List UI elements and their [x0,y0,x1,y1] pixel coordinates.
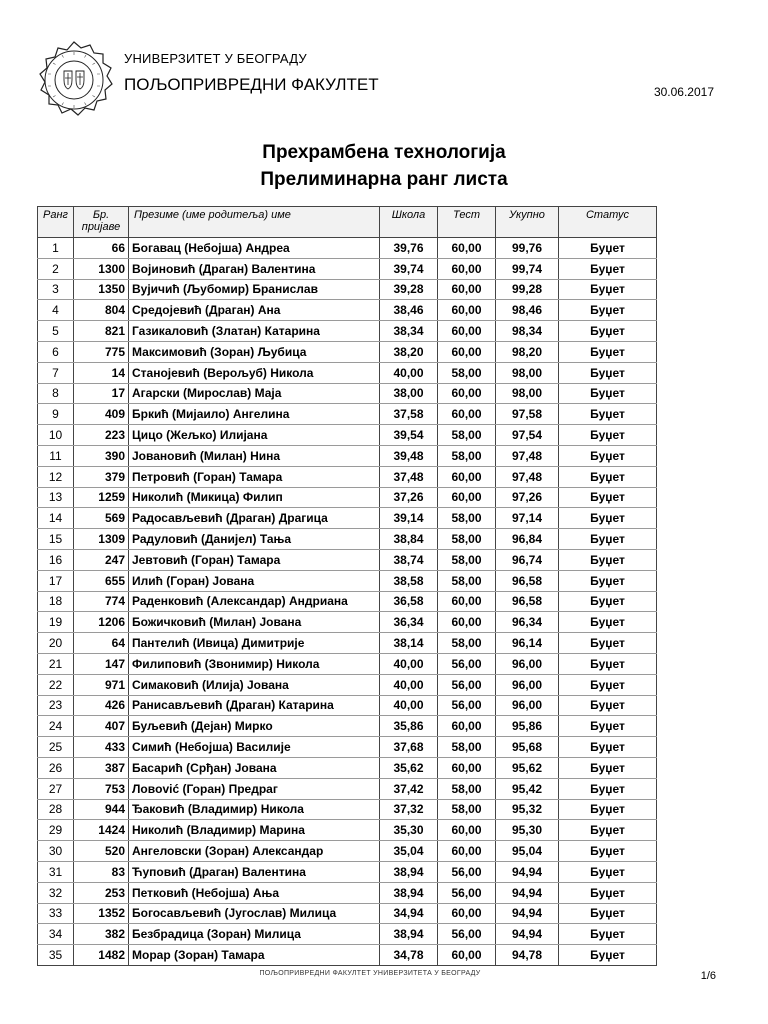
table-row [38,945,657,966]
total-score-cell: 94,78 [496,945,559,966]
school-score-cell: 39,74 [380,258,438,279]
name-cell: Пантелић (Ивица) Димитрије [129,633,380,654]
status-cell: Буџет [559,820,657,841]
school-score-cell: 35,30 [380,820,438,841]
application-no-cell: 390 [74,445,129,466]
total-score-cell: 95,42 [496,778,559,799]
total-score-cell: 97,48 [496,466,559,487]
application-no-cell: 1350 [74,279,129,300]
table-row [38,549,657,570]
name-cell: Ћуповић (Драган) Валентина [129,861,380,882]
name-cell: Агарски (Мирослав) Маја [129,383,380,404]
table-row [38,861,657,882]
application-no-cell: 409 [74,404,129,425]
school-score-cell: 40,00 [380,362,438,383]
ranking-table [37,206,657,966]
rank-cell: 1 [38,238,74,259]
school-score-cell: 39,54 [380,425,438,446]
table-row [38,924,657,945]
test-score-cell: 58,00 [438,529,496,550]
school-score-cell: 35,62 [380,757,438,778]
test-score-cell: 58,00 [438,549,496,570]
test-score-cell: 60,00 [438,466,496,487]
table-row [38,529,657,550]
table-row [38,383,657,404]
rank-cell: 7 [38,362,74,383]
status-cell: Буџет [559,466,657,487]
table-row [38,466,657,487]
total-score-cell: 94,94 [496,924,559,945]
school-score-cell: 39,48 [380,445,438,466]
application-no-cell: 14 [74,362,129,383]
table-row [38,882,657,903]
school-score-cell: 38,94 [380,882,438,903]
school-score-cell: 34,78 [380,945,438,966]
status-cell: Буџет [559,508,657,529]
status-cell: Буџет [559,362,657,383]
application-no-cell: 1206 [74,612,129,633]
school-score-cell: 37,26 [380,487,438,508]
name-cell: Морар (Зоран) Тамара [129,945,380,966]
total-score-cell: 94,94 [496,903,559,924]
status-cell: Буџет [559,549,657,570]
rank-cell: 16 [38,549,74,570]
rank-cell: 14 [38,508,74,529]
total-score-cell: 97,54 [496,425,559,446]
total-score-cell: 98,46 [496,300,559,321]
rank-cell: 8 [38,383,74,404]
application-no-cell: 1352 [74,903,129,924]
rank-cell: 9 [38,404,74,425]
status-cell: Буџет [559,924,657,945]
name-cell: Ђаковић (Владимир) Никола [129,799,380,820]
school-score-cell: 36,58 [380,591,438,612]
rank-cell: 17 [38,570,74,591]
test-score-cell: 60,00 [438,612,496,633]
total-score-cell: 96,00 [496,653,559,674]
rank-cell: 35 [38,945,74,966]
application-no-cell: 147 [74,653,129,674]
total-score-cell: 95,68 [496,737,559,758]
total-score-cell: 97,48 [496,445,559,466]
application-no-cell: 1482 [74,945,129,966]
table-row [38,300,657,321]
status-cell: Буџет [559,757,657,778]
test-score-cell: 58,00 [438,425,496,446]
test-score-cell: 60,00 [438,841,496,862]
rank-cell: 15 [38,529,74,550]
test-score-cell: 56,00 [438,882,496,903]
rank-cell: 4 [38,300,74,321]
total-score-cell: 97,26 [496,487,559,508]
col-header-total: Укупно [496,207,559,238]
total-score-cell: 95,86 [496,716,559,737]
table-row [38,633,657,654]
program-title: Прехрамбена технологија [262,142,506,163]
application-no-cell: 971 [74,674,129,695]
table-body [38,238,657,966]
rank-cell: 22 [38,674,74,695]
rank-cell: 11 [38,445,74,466]
name-cell: Раденковић (Александар) Андриана [129,591,380,612]
total-score-cell: 96,34 [496,612,559,633]
total-score-cell: 97,14 [496,508,559,529]
table-row [38,404,657,425]
school-score-cell: 37,48 [380,466,438,487]
name-cell: Буљевић (Дејан) Мирко [129,716,380,737]
total-score-cell: 96,58 [496,591,559,612]
col-header-test: Тест [438,207,496,238]
table-row [38,653,657,674]
list-title: Прелиминарна ранг листа [260,169,508,190]
test-score-cell: 56,00 [438,695,496,716]
status-cell: Буџет [559,570,657,591]
status-cell: Буџет [559,238,657,259]
test-score-cell: 60,00 [438,820,496,841]
status-cell: Буџет [559,445,657,466]
application-no-cell: 775 [74,341,129,362]
col-header-rank: Ранг [38,207,74,238]
total-score-cell: 98,20 [496,341,559,362]
name-cell: Радосављевић (Драган) Драгица [129,508,380,529]
col-header-status: Статус [559,207,657,238]
status-cell: Буџет [559,591,657,612]
status-cell: Буџет [559,258,657,279]
total-score-cell: 96,84 [496,529,559,550]
application-no-cell: 753 [74,778,129,799]
application-no-cell: 1300 [74,258,129,279]
application-no-cell: 66 [74,238,129,259]
test-score-cell: 58,00 [438,362,496,383]
table-row [38,487,657,508]
school-score-cell: 40,00 [380,695,438,716]
total-score-cell: 96,14 [496,633,559,654]
test-score-cell: 58,00 [438,799,496,820]
name-cell: Бркић (Мијаило) Ангелина [129,404,380,425]
rank-cell: 24 [38,716,74,737]
status-cell: Буџет [559,612,657,633]
school-score-cell: 38,94 [380,924,438,945]
test-score-cell: 56,00 [438,924,496,945]
col-header-application-no: Бр. пријаве [74,207,129,238]
school-score-cell: 38,20 [380,341,438,362]
rank-cell: 33 [38,903,74,924]
status-cell: Буџет [559,383,657,404]
rank-cell: 10 [38,425,74,446]
status-cell: Буџет [559,778,657,799]
page-number: 1/6 [700,970,716,982]
name-cell: Максимовић (Зоран) Љубица [129,341,380,362]
test-score-cell: 60,00 [438,300,496,321]
application-no-cell: 64 [74,633,129,654]
school-score-cell: 38,14 [380,633,438,654]
total-score-cell: 95,62 [496,757,559,778]
application-no-cell: 379 [74,466,129,487]
name-cell: Петровић (Горан) Тамара [129,466,380,487]
name-cell: Цицо (Жељко) Илијана [129,425,380,446]
faculty-name: ПОЉОПРИВРЕДНИ ФАКУЛТЕТ [124,75,379,94]
test-score-cell: 60,00 [438,945,496,966]
test-score-cell: 60,00 [438,591,496,612]
status-cell: Буџет [559,841,657,862]
rank-cell: 28 [38,799,74,820]
rank-cell: 21 [38,653,74,674]
school-score-cell: 37,42 [380,778,438,799]
status-cell: Буџет [559,633,657,654]
school-score-cell: 38,58 [380,570,438,591]
name-cell: Богосављевић (Југослав) Милица [129,903,380,924]
test-score-cell: 58,00 [438,737,496,758]
application-no-cell: 247 [74,549,129,570]
document-date: 30.06.2017 [653,85,714,99]
school-score-cell: 35,86 [380,716,438,737]
test-score-cell: 58,00 [438,445,496,466]
table-row [38,674,657,695]
rank-cell: 12 [38,466,74,487]
name-cell: Петковић (Небојша) Ања [129,882,380,903]
total-score-cell: 94,94 [496,882,559,903]
name-cell: Ловović (Горан) Предраг [129,778,380,799]
table-row [38,508,657,529]
test-score-cell: 56,00 [438,861,496,882]
col-header-name: Презиме (име родитеља) име [129,207,380,238]
rank-cell: 29 [38,820,74,841]
application-no-cell: 944 [74,799,129,820]
school-score-cell: 39,14 [380,508,438,529]
school-score-cell: 38,84 [380,529,438,550]
application-no-cell: 1424 [74,820,129,841]
test-score-cell: 58,00 [438,508,496,529]
status-cell: Буџет [559,425,657,446]
test-score-cell: 60,00 [438,238,496,259]
name-cell: Јовановић (Милан) Нина [129,445,380,466]
rank-cell: 23 [38,695,74,716]
application-no-cell: 433 [74,737,129,758]
total-score-cell: 96,00 [496,674,559,695]
rank-cell: 5 [38,321,74,342]
application-no-cell: 387 [74,757,129,778]
table-row [38,570,657,591]
total-score-cell: 97,58 [496,404,559,425]
status-cell: Буџет [559,945,657,966]
rank-cell: 26 [38,757,74,778]
test-score-cell: 60,00 [438,341,496,362]
table-row [38,425,657,446]
application-no-cell: 426 [74,695,129,716]
test-score-cell: 58,00 [438,570,496,591]
rank-cell: 2 [38,258,74,279]
footer-text: ПОЉОПРИВРЕДНИ ФАКУЛТЕТ УНИВЕРЗИТЕТА У БЕОГРАДУ [259,970,481,977]
name-cell: Богавац (Небојша) Андреа [129,238,380,259]
school-score-cell: 38,34 [380,321,438,342]
test-score-cell: 60,00 [438,279,496,300]
school-score-cell: 39,28 [380,279,438,300]
table-row [38,778,657,799]
status-cell: Буџет [559,300,657,321]
table-row [38,591,657,612]
application-no-cell: 1309 [74,529,129,550]
school-score-cell: 38,46 [380,300,438,321]
table-row [38,799,657,820]
table-row [38,841,657,862]
name-cell: Радуловић (Данијел) Тања [129,529,380,550]
name-cell: Безбрадица (Зоран) Милица [129,924,380,945]
table-row [38,737,657,758]
application-no-cell: 83 [74,861,129,882]
application-no-cell: 253 [74,882,129,903]
status-cell: Буџет [559,695,657,716]
test-score-cell: 60,00 [438,903,496,924]
rank-cell: 32 [38,882,74,903]
rank-cell: 6 [38,341,74,362]
school-score-cell: 36,34 [380,612,438,633]
name-cell: Ранисављевић (Драган) Катарина [129,695,380,716]
name-cell: Јевтовић (Горан) Тамара [129,549,380,570]
school-score-cell: 38,00 [380,383,438,404]
name-cell: Басарић (Срђан) Јована [129,757,380,778]
table-row [38,238,657,259]
school-score-cell: 39,76 [380,238,438,259]
status-cell: Буџет [559,861,657,882]
status-cell: Буџет [559,529,657,550]
test-score-cell: 60,00 [438,716,496,737]
total-score-cell: 98,34 [496,321,559,342]
rank-cell: 30 [38,841,74,862]
status-cell: Буџет [559,716,657,737]
test-score-cell: 56,00 [438,674,496,695]
name-cell: Божичковић (Милан) Јована [129,612,380,633]
test-score-cell: 60,00 [438,383,496,404]
rank-cell: 3 [38,279,74,300]
table-row [38,903,657,924]
total-score-cell: 99,28 [496,279,559,300]
rank-cell: 18 [38,591,74,612]
rank-cell: 34 [38,924,74,945]
status-cell: Буџет [559,799,657,820]
school-score-cell: 40,00 [380,674,438,695]
test-score-cell: 60,00 [438,487,496,508]
faculty-seal-logo [34,40,114,120]
total-score-cell: 96,00 [496,695,559,716]
application-no-cell: 17 [74,383,129,404]
test-score-cell: 60,00 [438,321,496,342]
total-score-cell: 96,74 [496,549,559,570]
university-name: УНИВЕРЗИТЕТ У БЕОГРАДУ [124,51,307,66]
application-no-cell: 382 [74,924,129,945]
status-cell: Буџет [559,674,657,695]
name-cell: Филиповић (Звонимир) Никола [129,653,380,674]
school-score-cell: 38,94 [380,861,438,882]
name-cell: Симаковић (Илија) Јована [129,674,380,695]
table-row [38,279,657,300]
school-score-cell: 37,32 [380,799,438,820]
total-score-cell: 95,04 [496,841,559,862]
total-score-cell: 98,00 [496,383,559,404]
application-no-cell: 655 [74,570,129,591]
school-score-cell: 37,68 [380,737,438,758]
status-cell: Буџет [559,279,657,300]
school-score-cell: 37,58 [380,404,438,425]
table-row [38,820,657,841]
name-cell: Ангеловски (Зоран) Александар [129,841,380,862]
name-cell: Николић (Владимир) Марина [129,820,380,841]
table-header-row [38,207,657,238]
test-score-cell: 58,00 [438,778,496,799]
total-score-cell: 99,76 [496,238,559,259]
name-cell: Вујичић (Љубомир) Бранислав [129,279,380,300]
test-score-cell: 56,00 [438,653,496,674]
school-score-cell: 34,94 [380,903,438,924]
table-row [38,757,657,778]
rank-cell: 20 [38,633,74,654]
test-score-cell: 58,00 [438,633,496,654]
table-row [38,341,657,362]
total-score-cell: 95,30 [496,820,559,841]
application-no-cell: 821 [74,321,129,342]
col-header-school: Школа [380,207,438,238]
status-cell: Буџет [559,487,657,508]
status-cell: Буџет [559,404,657,425]
status-cell: Буџет [559,653,657,674]
application-no-cell: 1259 [74,487,129,508]
name-cell: Газикаловић (Златан) Катарина [129,321,380,342]
rank-cell: 19 [38,612,74,633]
total-score-cell: 94,94 [496,861,559,882]
rank-cell: 31 [38,861,74,882]
table-row [38,258,657,279]
application-no-cell: 223 [74,425,129,446]
status-cell: Буџет [559,321,657,342]
total-score-cell: 98,00 [496,362,559,383]
school-score-cell: 38,74 [380,549,438,570]
status-cell: Буџет [559,903,657,924]
rank-cell: 13 [38,487,74,508]
name-cell: Војиновић (Драган) Валентина [129,258,380,279]
rank-cell: 27 [38,778,74,799]
application-no-cell: 407 [74,716,129,737]
application-no-cell: 520 [74,841,129,862]
table-row [38,362,657,383]
name-cell: Средојевић (Драган) Ана [129,300,380,321]
status-cell: Буџет [559,882,657,903]
test-score-cell: 60,00 [438,757,496,778]
status-cell: Буџет [559,341,657,362]
school-score-cell: 40,00 [380,653,438,674]
status-cell: Буџет [559,737,657,758]
table-row [38,445,657,466]
test-score-cell: 60,00 [438,404,496,425]
table-row [38,321,657,342]
table-row [38,716,657,737]
name-cell: Симић (Небојша) Василије [129,737,380,758]
rank-cell: 25 [38,737,74,758]
total-score-cell: 95,32 [496,799,559,820]
application-no-cell: 804 [74,300,129,321]
test-score-cell: 60,00 [438,258,496,279]
table-row [38,612,657,633]
name-cell: Станојевић (Верољуб) Никола [129,362,380,383]
application-no-cell: 774 [74,591,129,612]
school-score-cell: 35,04 [380,841,438,862]
total-score-cell: 96,58 [496,570,559,591]
application-no-cell: 569 [74,508,129,529]
name-cell: Николић (Микица) Филип [129,487,380,508]
table-row [38,695,657,716]
total-score-cell: 99,74 [496,258,559,279]
name-cell: Илић (Горан) Јована [129,570,380,591]
